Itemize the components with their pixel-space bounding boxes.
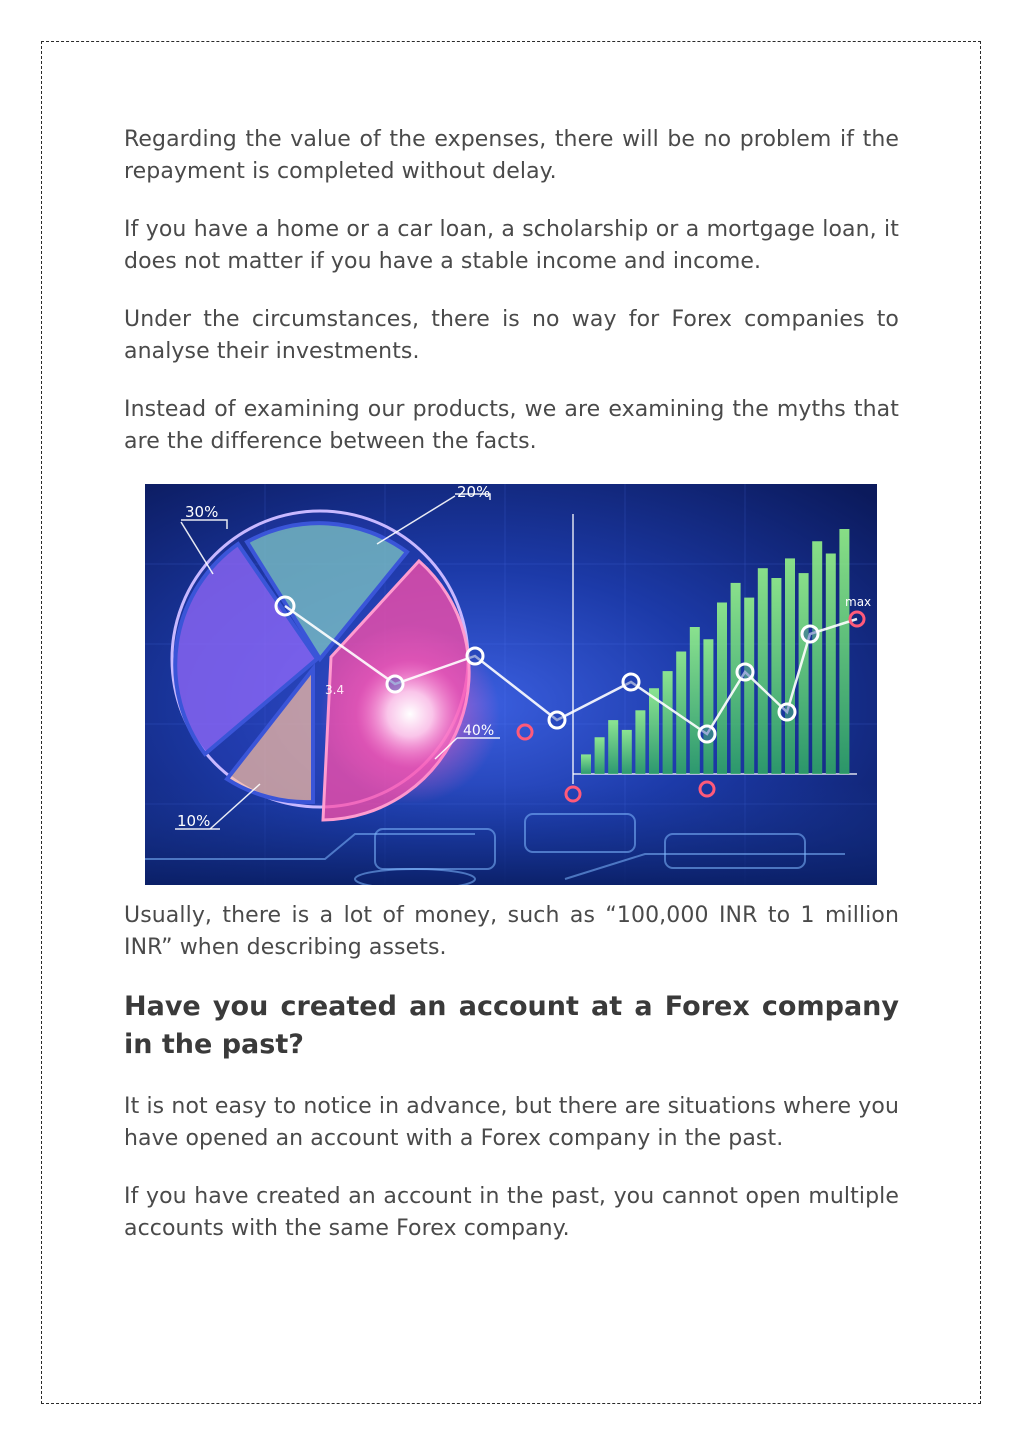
- section-heading: Have you created an account at a Forex company in the past?: [124, 991, 899, 1060]
- paragraph: If you have a home or a car loan, a scholarship or a mortgage loan, it does not matter if you have a stable income and income.: [124, 217, 899, 274]
- bar: [812, 541, 822, 774]
- line-point: [699, 726, 715, 742]
- bar: [663, 671, 673, 774]
- document-body: [124, 124, 899, 1245]
- bar: [703, 639, 713, 774]
- paragraph: Instead of examining our products, we are examining the myths that are the difference between the facts.: [124, 397, 899, 454]
- bar: [758, 568, 768, 774]
- bar: [785, 558, 795, 774]
- line-point: [623, 674, 639, 690]
- bar: [826, 554, 836, 775]
- max-label: max: [845, 595, 872, 609]
- line-point: [802, 626, 818, 642]
- bar: [744, 598, 754, 774]
- pie-label-40: 40%: [463, 723, 495, 739]
- bar: [622, 730, 632, 774]
- line-point: [387, 676, 403, 692]
- bar: [581, 754, 591, 774]
- paragraph: If you have created an account in the past, you cannot open multiple accounts with the same Forex company.: [124, 1184, 899, 1241]
- pie-label-30: 30%: [185, 503, 219, 521]
- bar: [635, 710, 645, 774]
- pie-label-10: 10%: [177, 812, 211, 830]
- paragraph: Regarding the value of the expenses, there will be no problem if the repayment is completed without delay.: [124, 127, 899, 184]
- bar: [608, 720, 618, 774]
- line-point: [779, 704, 795, 720]
- paragraph: Usually, there is a lot of money, such as “100,000 INR to 1 million INR” when describing assets.: [124, 903, 899, 960]
- bar: [839, 529, 849, 774]
- line-point: [737, 664, 753, 680]
- bar: [690, 627, 700, 774]
- paragraph: Under the circumstances, there is no way for Forex companies to analyse their investments.: [124, 307, 899, 364]
- line-point: [549, 712, 565, 728]
- bar: [799, 573, 809, 774]
- bar: [771, 578, 781, 774]
- bar: [717, 603, 727, 775]
- line-point: [467, 648, 483, 664]
- bar: [595, 737, 605, 774]
- paragraph: It is not easy to notice in advance, but there are situations where you have opened an account with a Forex company in the past.: [124, 1094, 899, 1151]
- pie-label-20: 20%: [457, 484, 491, 501]
- forex-chart-illustration: [145, 484, 877, 885]
